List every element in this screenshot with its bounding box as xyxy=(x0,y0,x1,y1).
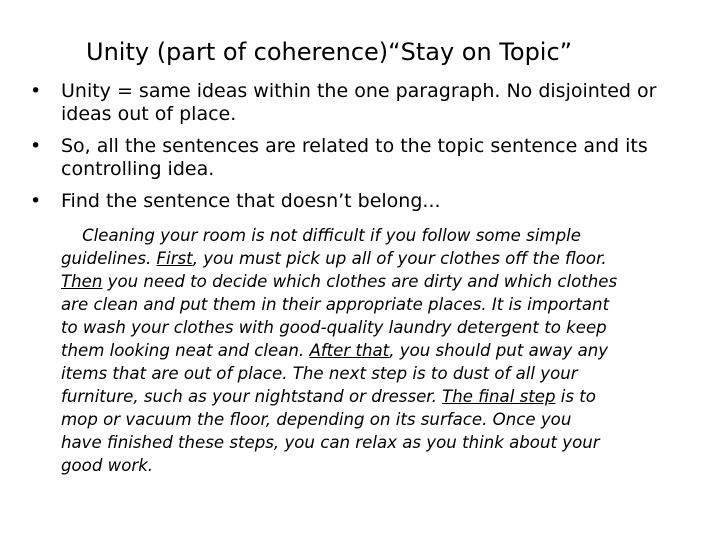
bullet-marker: • xyxy=(30,80,42,102)
bullet-item xyxy=(30,135,700,181)
paragraph-text: Cleaning your room is not difficult if you follow some simple xyxy=(61,226,581,245)
paragraph-line xyxy=(61,362,711,385)
slide-title: Unity (part of coherence)“Stay on Topic” xyxy=(86,38,573,66)
bullet-text: So, all the sentences are related to the topic sentence and its controlling idea. xyxy=(61,135,648,180)
paragraph-line xyxy=(61,431,711,454)
bullet-text: Unity = same ideas within the one paragraph. No disjointed or ideas out of place. xyxy=(61,80,657,125)
paragraph-text: is to xyxy=(555,387,596,406)
paragraph-line xyxy=(61,293,711,316)
paragraph-line xyxy=(61,270,711,293)
bullet-item xyxy=(30,190,700,213)
paragraph-text: are clean and put them in their appropriate places. It is important xyxy=(61,295,610,314)
transition-word: First xyxy=(156,249,193,268)
paragraph-line xyxy=(61,224,711,247)
bullet-marker: • xyxy=(30,135,42,157)
paragraph-text: have finished these steps, you can relax as you think about your xyxy=(61,433,600,452)
paragraph-line xyxy=(61,385,711,408)
paragraph-text: them looking neat and clean. xyxy=(61,341,310,360)
transition-word: After that xyxy=(309,341,390,360)
paragraph-text: , you must pick up all of your clothes off the floor. xyxy=(192,249,607,268)
paragraph-text: , you should put away any xyxy=(389,341,609,360)
paragraph-line xyxy=(61,247,711,270)
paragraph-line xyxy=(61,408,711,431)
paragraph-text: guidelines. xyxy=(61,249,157,268)
paragraph-text: items that are out of place. The next step is to dust of all your xyxy=(61,364,578,383)
paragraph-text: to wash your clothes with good-quality laundry detergent to keep xyxy=(61,318,607,337)
transition-word: The final step xyxy=(442,387,556,406)
paragraph-text: you need to decide which clothes are dirty and which clothes xyxy=(102,272,618,291)
paragraph-text: good work. xyxy=(61,456,154,475)
transition-word: Then xyxy=(61,272,103,291)
bullet-marker: • xyxy=(30,190,42,212)
example-paragraph xyxy=(61,224,711,477)
paragraph-text: mop or vacuum the floor, depending on its surface. Once you xyxy=(61,410,572,429)
bullet-item xyxy=(30,80,700,126)
paragraph-line xyxy=(61,454,711,477)
paragraph-line xyxy=(61,339,711,362)
paragraph-text: furniture, such as your nightstand or dresser. xyxy=(61,387,443,406)
bullet-list xyxy=(30,80,700,222)
bullet-text: Find the sentence that doesn’t belong... xyxy=(61,190,441,212)
paragraph-line xyxy=(61,316,711,339)
